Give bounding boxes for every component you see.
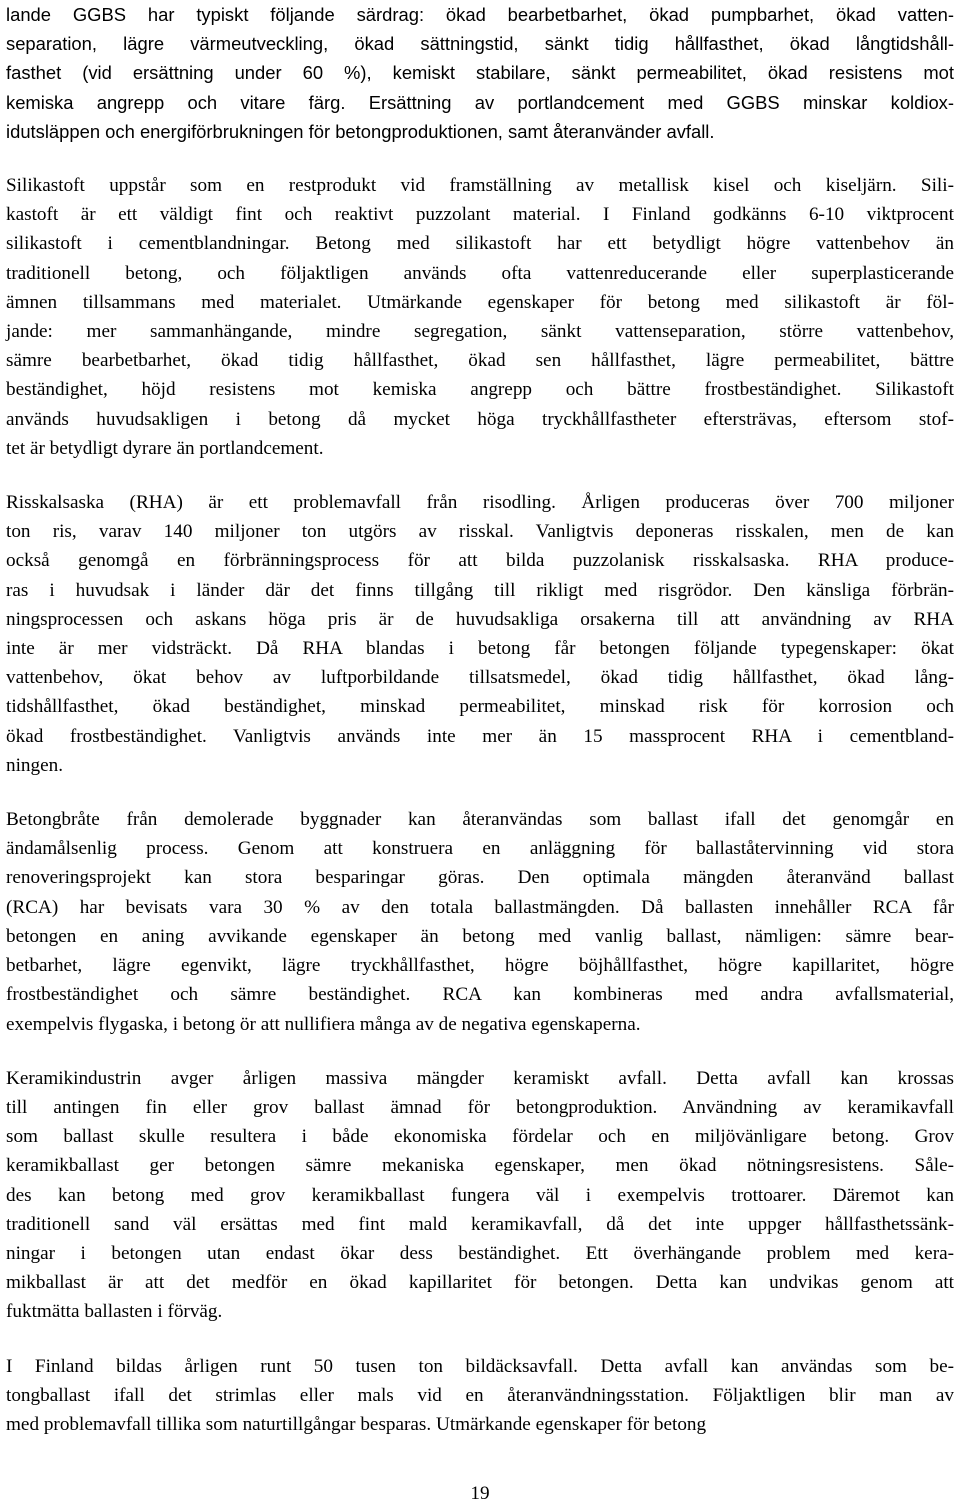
text-line: traditionell betong, och följaktligen används ofta vattenreducerande eller superplasticerande — [6, 262, 954, 284]
text-line: silikastoft i cementblandningar. Betong med silikastoft har ett betydligt högre vattenbehov än — [6, 233, 954, 255]
text-line: frostbeständighet och sämre beständighet. RCA kan kombineras med andra avfallsmaterial, — [6, 984, 954, 1006]
text-line: sämre bearbetbarhet, ökad tidig hållfasthet, ökad sen hållfasthet, lägre permeabilitet, bättre — [6, 350, 954, 372]
text-line: betbarhet, lägre egenvikt, lägre tryckhållfasthet, högre böjhållfasthet, högre kapillaritet, högre — [6, 955, 954, 977]
text-line: ras i huvudsak i länder där det finns tillgång till rikligt med risgrödor. Den känsliga förbrän- — [6, 579, 954, 601]
text-line: kemiska angrepp och vitare färg. Ersättning av portlandcement med GGBS minskar koldiox- — [6, 91, 954, 113]
text-line: jande: mer sammanhängande, mindre segregation, sänkt vattenseparation, större vattenbehov, — [6, 321, 954, 343]
text-line: ton ris, varav 140 miljoner ton utgörs av risskal. Vanligtvis deponeras risskalen, men de kan — [6, 521, 954, 543]
text-line: tidshållfasthet, ökad beständighet, minskad permeabilitet, minskad risk för korrosion och — [6, 696, 954, 718]
text-line: kastoft är ett väldigt fint och reaktivt puzzolant material. I Finland godkänns 6-10 viktprocent — [6, 204, 954, 226]
page-number: 19 — [470, 1483, 490, 1504]
text-line: exempelvis flygaska, i betong ör att nullifiera många av de negativa egenskaperna. — [6, 1013, 641, 1035]
text-line: ningen. — [6, 754, 64, 776]
text-line: tet är betydligt dyrare än portlandcement. — [6, 437, 324, 459]
text-line: till antingen fin eller grov ballast ämnad för betongproduktion. Användning av keramikavfall — [6, 1096, 954, 1118]
text-line: vattenbehov, ökat behov av luftporbildande tillsatsmedel, ökad tidig hållfasthet, ökad lång- — [6, 667, 954, 689]
text-line: som ballast skulle resultera i både ekonomiska fördelar och en miljövänligare betong. Grov — [6, 1126, 954, 1148]
text-line: mikballast är att det medför en ökad kapillaritet för betongen. Detta kan undvikas genom att — [6, 1272, 954, 1294]
text-line: inte är mer vidsträckt. Då RHA blandas i betong får betongen följande typegenskaper: ökat — [6, 638, 954, 660]
text-line: tongballast ifall det strimlas eller mals vid en återanvändningsstation. Följaktligen blir man av — [6, 1384, 954, 1406]
text-line: renoveringsprojekt kan stora besparingar göras. Den optimala mängden återanvänd ballast — [6, 867, 954, 889]
document-page — [6, 0, 954, 1439]
text-line: fasthet (vid ersättning under 60 %), kemiskt stabilare, sänkt permeabilitet, ökad resistens mot — [6, 62, 954, 84]
text-line: keramikballast ger betongen sämre mekaniska egenskaper, men ökad nötningsresistens. Såle- — [6, 1155, 954, 1177]
text-line: ningar i betongen utan endast ökar dess beständighet. Ett överhängande problem med kera- — [6, 1242, 954, 1264]
text-line: lande GGBS har typiskt följande särdrag: ökad bearbetbarhet, ökad pumpbarhet, ökad vatten- — [6, 4, 954, 25]
text-line: betongen en aning avvikande egenskaper än betong med vanlig ballast, nämligen: sämre bear- — [6, 925, 954, 947]
paragraph-risskalsaska — [6, 488, 954, 780]
text-line: I Finland bildas årligen runt 50 tusen ton bildäcksavfall. Detta avfall kan användas som be- — [6, 1355, 954, 1377]
text-line: Risskalsaska (RHA) är ett problemavfall från risodling. Årligen produceras över 700 miljoner — [6, 492, 954, 514]
text-line: ningsprocessen och askans höga pris är de huvudsakliga orsakerna till att användning av RHA — [6, 608, 954, 630]
text-line: (RCA) har bevisats vara 30 % av den totala ballastmängden. Då ballasten innehåller RCA får — [6, 896, 954, 918]
text-line: fuktmätta ballasten i förväg. — [6, 1301, 223, 1323]
text-line: ökad frostbeständighet. Vanligtvis används inte mer än 15 massprocent RHA i cementbland- — [6, 725, 954, 747]
text-line: ändamålsenlig process. Genom att konstruera en anläggning för ballaståtervinning vid stora — [6, 838, 954, 860]
paragraph-gap — [6, 780, 954, 805]
text-line: används huvudsakligen i betong då mycket höga tryckhållfastheter eftersträvas, eftersom stof- — [6, 408, 954, 430]
text-line: Keramikindustrin avger årligen massiva mängder keramiskt avfall. Detta avfall kan krossas — [6, 1067, 954, 1089]
paragraph-gap — [6, 146, 954, 171]
text-line: ämnen tillsammans med materialet. Utmärkande egenskaper för betong med silikastoft är föl- — [6, 291, 954, 313]
paragraph-gap — [6, 463, 954, 488]
paragraph-silikastoft — [6, 171, 954, 463]
text-line: Silikastoft uppstår som en restprodukt vid framställning av metallisk kisel och kiseljärn. Sili- — [6, 175, 954, 197]
text-line: separation, lägre värmeutveckling, ökad sättningstid, sänkt tidig hållfasthet, ökad långtidshåll- — [6, 33, 954, 55]
text-line: också genomgå en förbränningsprocess för att bilda puzzolanisk risskalsaska. RHA produce- — [6, 550, 954, 572]
text-line: des kan betong med grov keramikballast fungera väl i exempelvis trottoarer. Däremot kan — [6, 1184, 954, 1206]
text-line: traditionell sand väl ersättas med fint mald keramikavfall, då det inte uppger hållfasthetssänk- — [6, 1213, 954, 1235]
paragraph-gap — [6, 1039, 954, 1064]
paragraph-betongbrate — [6, 805, 954, 1039]
paragraph-ggbs — [6, 0, 954, 146]
text-line: beständighet, höjd resistens mot kemiska angrepp och bättre frostbeständighet. Silikastoft — [6, 379, 954, 401]
text-line: idutsläppen och energiförbrukningen för betongproduktionen, samt återanvänder avfall. — [6, 120, 715, 142]
text-line: Betongbråte från demolerade byggnader kan återanvändas som ballast ifall det genomgår en — [6, 809, 954, 831]
paragraph-gap — [6, 1327, 954, 1352]
paragraph-bildack — [6, 1352, 954, 1440]
text-line: med problemavfall tillika som naturtillgångar besparas. Utmärkande egenskaper för betong — [6, 1413, 707, 1435]
paragraph-keramik — [6, 1064, 954, 1327]
